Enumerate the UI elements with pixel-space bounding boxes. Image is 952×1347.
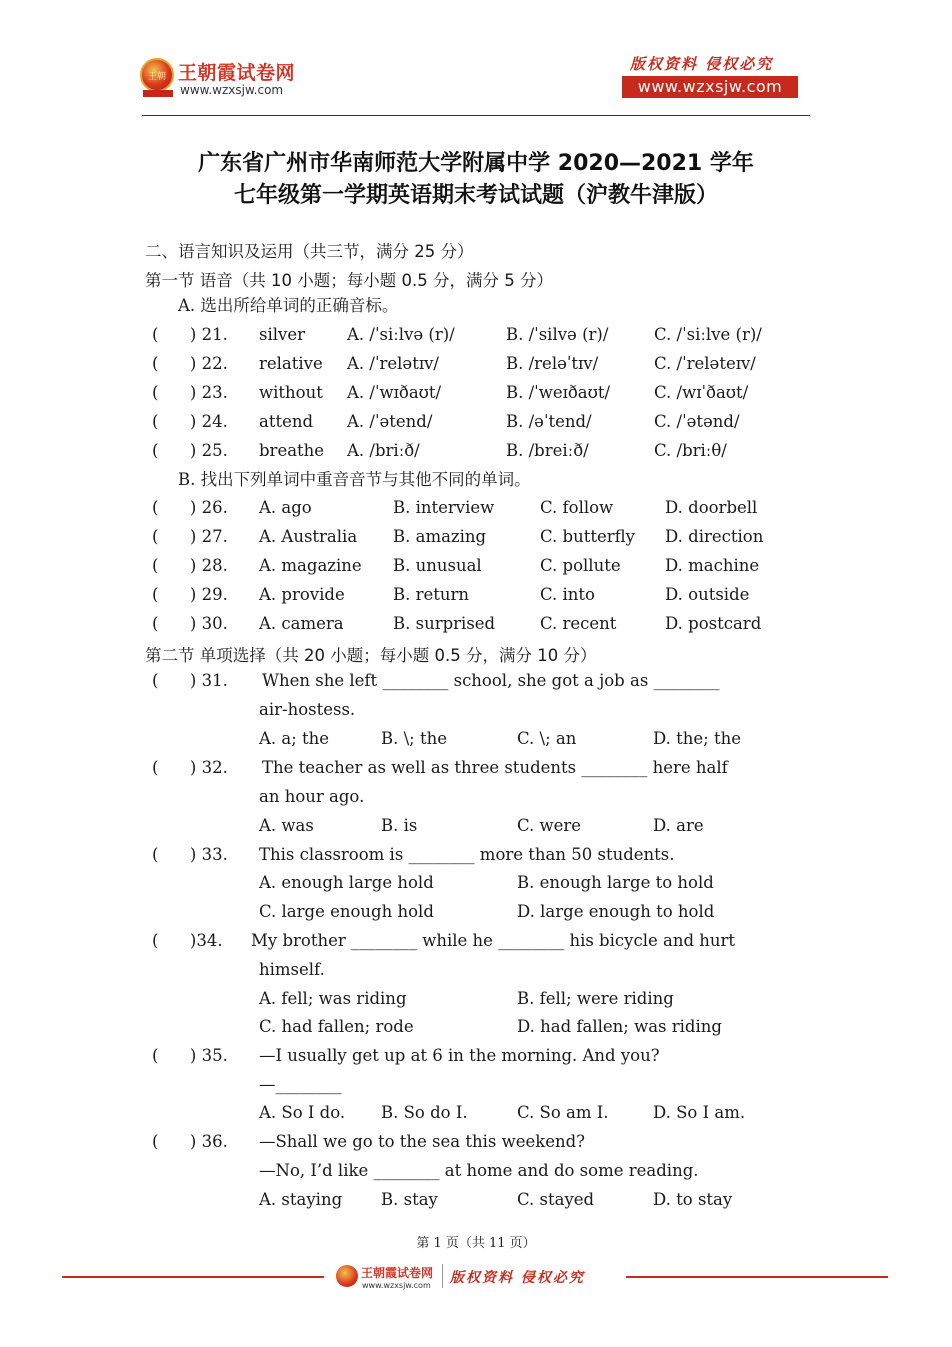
option-d: D. large enough to hold [517,902,715,921]
question-stem-cont: air-hostess. [259,700,356,719]
option-d: D. postcard [665,614,762,633]
option-a: A. provide [259,585,345,604]
option-c: C. had fallen; rode [259,1017,414,1036]
header-divider [142,115,810,116]
sub-b-instruction: B. 找出下列单词中重音音节与其他不同的单词。 [178,470,531,489]
question-number[interactable]: ( ) 31. [152,671,228,690]
option-b: B. return [393,585,470,604]
question-number[interactable]: ( ) 35. [152,1046,228,1065]
question-number[interactable]: ( ) 22. [152,354,228,373]
option-a: A. /ˈətend/ [347,412,433,431]
option-d: D. are [653,816,704,835]
option-a: A. magazine [259,556,362,575]
option-a: A. /ˈwɪðaʊt/ [347,383,442,402]
option-a: A. was [259,816,314,835]
option-b: B. fell; were riding [517,989,674,1008]
option-c: C. /ˈreləteɪv/ [654,354,756,373]
option-d: D. machine [665,556,760,575]
question-stem-cont: —No, I’d like ________ at home and do some reading. [259,1161,699,1180]
question-number[interactable]: ( ) 28. [152,556,228,575]
option-a: A. So I do. [259,1103,346,1122]
option-a: A. enough large hold [259,873,434,892]
footer-logo-url[interactable]: www.wzxsjw.com [362,1281,431,1290]
question-number[interactable]: ( ) 30. [152,614,228,633]
logo-url[interactable]: www.wzxsjw.com [180,83,284,97]
footer-separator [442,1264,443,1288]
question-word: breathe [259,441,325,460]
option-c: C. large enough hold [259,902,434,921]
question-stem: When she left ________ school, she got a job as ________ [262,671,720,690]
part2-heading: 二、语言知识及运用（共三节，满分 25 分） [145,242,474,261]
option-c: C. follow [540,498,614,517]
question-stem: My brother ________ while he ________ his bicycle and hurt [251,931,736,950]
option-d: D. the; the [653,729,741,748]
page-number: 第 1 页（共 11 页） [416,1236,536,1251]
question-stem: The teacher as well as three students ________ here half [262,758,728,777]
option-c: C. stayed [517,1190,595,1209]
option-d: D. outside [665,585,750,604]
option-c: C. /wɪˈðaʊt/ [654,383,749,402]
option-a: A. a; the [259,729,330,748]
option-b: B. is [381,816,418,835]
option-b: B. surprised [393,614,496,633]
question-stem-cont: an hour ago. [259,787,365,806]
logo-name: 王朝霞试卷网 [178,62,296,84]
option-b: B. amazing [393,527,487,546]
option-b: B. /ˈsilvə (r)/ [506,325,609,344]
question-number[interactable]: ( ) 26. [152,498,228,517]
option-d: D. had fallen; was riding [517,1017,722,1036]
footer-rule-left [62,1276,324,1278]
option-c: C. recent [540,614,617,633]
option-b: B. interview [393,498,495,517]
question-number[interactable]: ( )34. [152,931,223,950]
option-a: A. ago [259,498,312,517]
option-a: A. camera [259,614,344,633]
option-c: C. were [517,816,582,835]
option-d: D. direction [665,527,764,546]
question-number[interactable]: ( ) 23. [152,383,228,402]
logo-ribbon [143,90,173,97]
option-c: C. pollute [540,556,621,575]
question-number[interactable]: ( ) 29. [152,585,228,604]
question-number[interactable]: ( ) 24. [152,412,228,431]
option-c: C. into [540,585,595,604]
option-d: D. So I am. [653,1103,746,1122]
option-b: B. /breiːð/ [506,441,589,460]
footer-rule-right [626,1276,888,1278]
option-b: B. stay [381,1190,438,1209]
option-a: A. /ˈsiːlvə (r)/ [347,325,455,344]
option-c: C. \; an [517,729,577,748]
option-b: B. \; the [381,729,447,748]
option-a: A. fell; was riding [259,989,407,1008]
question-number[interactable]: ( ) 21. [152,325,228,344]
question-stem-cont: —________ [259,1075,342,1094]
footer-logo-name: 王朝霞试卷网 [361,1266,434,1280]
question-stem: This classroom is ________ more than 50 students. [259,845,675,864]
question-word: without [259,383,323,402]
option-c: C. So am I. [517,1103,609,1122]
section1-heading: 第一节 语音（共 10 小题；每小题 0.5 分，满分 5 分） [145,271,553,290]
section2-heading: 第二节 单项选择（共 20 小题；每小题 0.5 分，满分 10 分） [145,646,597,665]
option-a: A. Australia [259,527,358,546]
title-line-1: 广东省广州市华南师范大学附属中学 2020—2021 学年 [198,151,754,176]
question-stem: —I usually get up at 6 in the morning. And you? [259,1046,660,1065]
option-b: B. enough large to hold [517,873,714,892]
question-word: silver [259,325,305,344]
logo-badge-icon [140,58,174,92]
header-slogan: 版权资料 侵权必究 [630,55,774,73]
option-c: C. /ˈətənd/ [654,412,740,431]
header-url-box[interactable]: www.wzxsjw.com [622,76,798,98]
footer-logo-icon [336,1265,358,1287]
question-number[interactable]: ( ) 36. [152,1132,228,1151]
option-b: B. /relәˈtɪv/ [506,354,599,373]
footer-slogan: 版权资料 侵权必究 [450,1270,585,1286]
question-stem: —Shall we go to the sea this weekend? [259,1132,586,1151]
option-a: A. /ˈrelətɪv/ [347,354,439,373]
option-c: C. butterfly [540,527,635,546]
question-number[interactable]: ( ) 27. [152,527,228,546]
option-d: D. to stay [653,1190,733,1209]
sub-a-instruction: A. 选出所给单词的正确音标。 [178,296,399,315]
question-word: relative [259,354,323,373]
option-d: D. doorbell [665,498,758,517]
logo-badge-text: 王朝 [147,72,166,82]
option-c: C. /ˈsiːlve (r)/ [654,325,762,344]
option-c: C. /briːθ/ [654,441,727,460]
option-b: B. So do I. [381,1103,468,1122]
option-b: B. /əˈtend/ [506,412,592,431]
question-stem-cont: himself. [259,960,325,979]
question-word: attend [259,412,314,431]
option-a: A. staying [259,1190,343,1209]
question-number[interactable]: ( ) 25. [152,441,228,460]
option-b: B. unusual [393,556,482,575]
option-b: B. /ˈweɪðaʊt/ [506,383,611,402]
option-a: A. /briːð/ [347,441,420,460]
question-number[interactable]: ( ) 33. [152,845,228,864]
question-number[interactable]: ( ) 32. [152,758,228,777]
title-line-2: 七年级第一学期英语期末考试试题（沪教牛津版） [233,183,718,208]
